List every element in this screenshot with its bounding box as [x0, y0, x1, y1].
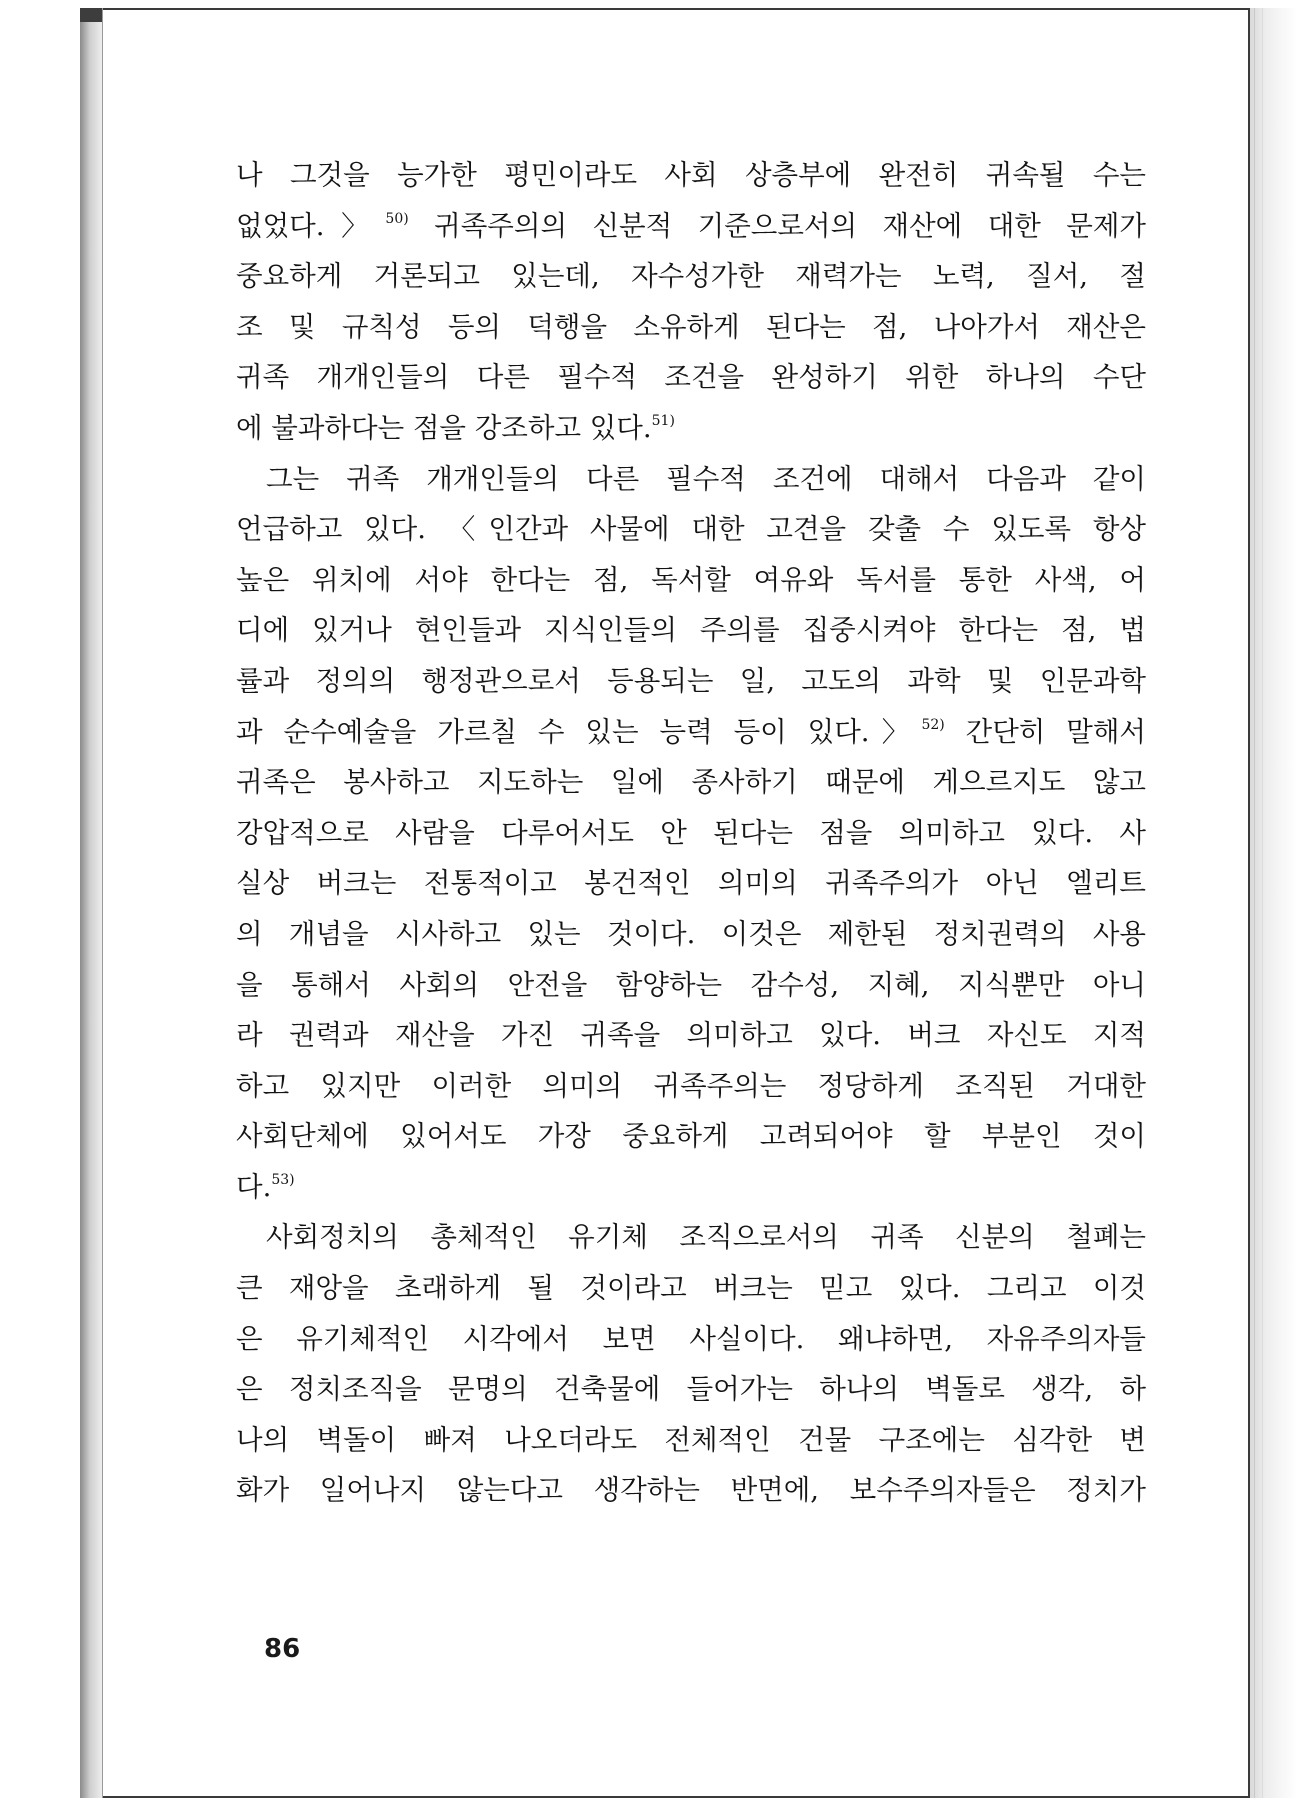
line-text: 하고 있지만 이러한 의미의 귀족주의는 정당하게 조직된 거대한: [236, 1069, 1146, 1102]
line-text: 화가 일어나지 않는다고 생각하는 반면에, 보수주의자들은 정치가: [236, 1474, 1146, 1507]
text-line: [236, 504, 1146, 555]
text-line: [236, 302, 1146, 353]
line-text: 나 그것을 능가한 평민이라도 사회 상층부에 완전히 귀속될 수는: [236, 159, 1146, 191]
text-line: [236, 960, 1146, 1011]
line-text: 귀족 개개인들의 다른 필수적 조건을 완성하기 위한 하나의 수단: [236, 361, 1146, 394]
text-line: [236, 707, 1146, 758]
text-line: [236, 555, 1146, 606]
line-text: 을 통해서 사회의 안전을 함양하는 감수성, 지혜, 지식뿐만 아니: [236, 968, 1146, 1001]
text-line: [236, 1010, 1146, 1061]
line-text: 언급하고 있다. 〈인간과 사물에 대한 고견을 갖출 수 있도록 항상: [236, 513, 1146, 546]
text-line: [236, 1465, 1146, 1516]
line-text: 률과 정의의 행정관으로서 등용되는 일, 고도의 과학 및 인문과학: [236, 664, 1146, 697]
paragraph-p2: [236, 454, 1146, 1213]
text-line: [236, 1061, 1146, 1112]
line-text: 중요하게 거론되고 있는데, 자수성가한 재력가는 노력, 질서, 절: [236, 260, 1146, 293]
text-line: [236, 757, 1146, 808]
page-stack-edge: [1250, 8, 1297, 1798]
line-text: 은 유기체적인 시각에서 보면 사실이다. 왜냐하면, 자유주의자들: [236, 1322, 1146, 1355]
text-line: [236, 656, 1146, 707]
text-line: [236, 808, 1146, 859]
line-text: 과 순수예술을 가르칠 수 있는 능력 등이 있다.〉: [236, 715, 922, 748]
line-text: 사회단체에 있어서도 가장 중요하게 고려되어야 할 부분인 것이: [236, 1120, 1146, 1153]
line-text: 강압적으로 사람을 다루어서도 안 된다는 점을 의미하고 있다. 사: [236, 816, 1146, 849]
line-text: 나의 벽돌이 빠져 나오더라도 전체적인 건물 구조에는 심각한 변: [236, 1423, 1146, 1456]
line-text: 없었다.〉: [236, 209, 386, 242]
line-text: 귀족은 봉사하고 지도하는 일에 종사하기 때문에 게으르지도 않고: [236, 766, 1146, 799]
text-line: [236, 1364, 1146, 1415]
text-line: [236, 1111, 1146, 1162]
book-spine-top: [80, 8, 102, 22]
line-text: 다.: [236, 1170, 272, 1203]
text-line: [236, 605, 1146, 656]
book-spine: [80, 8, 103, 1798]
line-text: 디에 있거나 현인들과 지식인들의 주의를 집중시켜야 한다는 점, 법: [236, 614, 1146, 647]
line-text-continued: 간단히 말해서: [944, 715, 1146, 748]
text-line: [236, 909, 1146, 960]
text-line: [236, 1314, 1146, 1365]
text-line: [236, 858, 1146, 909]
text-line: [236, 454, 1146, 505]
footnote-marker: 53): [271, 1171, 295, 1188]
footnote-marker: 51): [651, 412, 675, 429]
paragraph-p3: [236, 1212, 1146, 1516]
text-line: [236, 1263, 1146, 1314]
text-line: [236, 150, 1146, 201]
line-text: 라 권력과 재산을 가진 귀족을 의미하고 있다. 버크 자신도 지적: [236, 1019, 1146, 1052]
text-line: [236, 1162, 1146, 1213]
line-text: 그는 귀족 개개인들의 다른 필수적 조건에 대해서 다음과 같이: [266, 462, 1146, 495]
page-number: 86: [264, 1634, 301, 1664]
line-text: 높은 위치에 서야 한다는 점, 독서할 여유와 독서를 통한 사색, 어: [236, 563, 1146, 596]
footnote-marker: 52): [921, 716, 945, 733]
text-line: [236, 403, 1146, 454]
text-line: [236, 1415, 1146, 1466]
line-text: 큰 재앙을 초래하게 될 것이라고 버크는 믿고 있다. 그리고 이것: [236, 1272, 1146, 1305]
line-text: 실상 버크는 전통적이고 봉건적인 의미의 귀족주의가 아닌 엘리트: [236, 867, 1146, 900]
footnote-marker: 50): [385, 210, 409, 227]
body-text: [236, 150, 1146, 1516]
line-text-continued: 귀족주의의 신분적 기준으로서의 재산에 대한 문제가: [408, 209, 1146, 242]
text-line: [236, 251, 1146, 302]
text-line: [236, 352, 1146, 403]
line-text: 은 정치조직을 문명의 건축물에 들어가는 하나의 벽돌로 생각, 하: [236, 1373, 1146, 1406]
line-text: 의 개념을 시사하고 있는 것이다. 이것은 제한된 정치권력의 사용: [236, 917, 1146, 950]
line-text: 에 불과하다는 점을 강조하고 있다.: [236, 411, 652, 444]
text-line: [236, 201, 1146, 252]
line-text: 조 및 규칙성 등의 덕행을 소유하게 된다는 점, 나아가서 재산은: [236, 310, 1146, 343]
text-line: [236, 1212, 1146, 1263]
paragraph-p1: [236, 150, 1146, 454]
line-text: 사회정치의 총체적인 유기체 조직으로서의 귀족 신분의 철폐는: [266, 1221, 1146, 1254]
